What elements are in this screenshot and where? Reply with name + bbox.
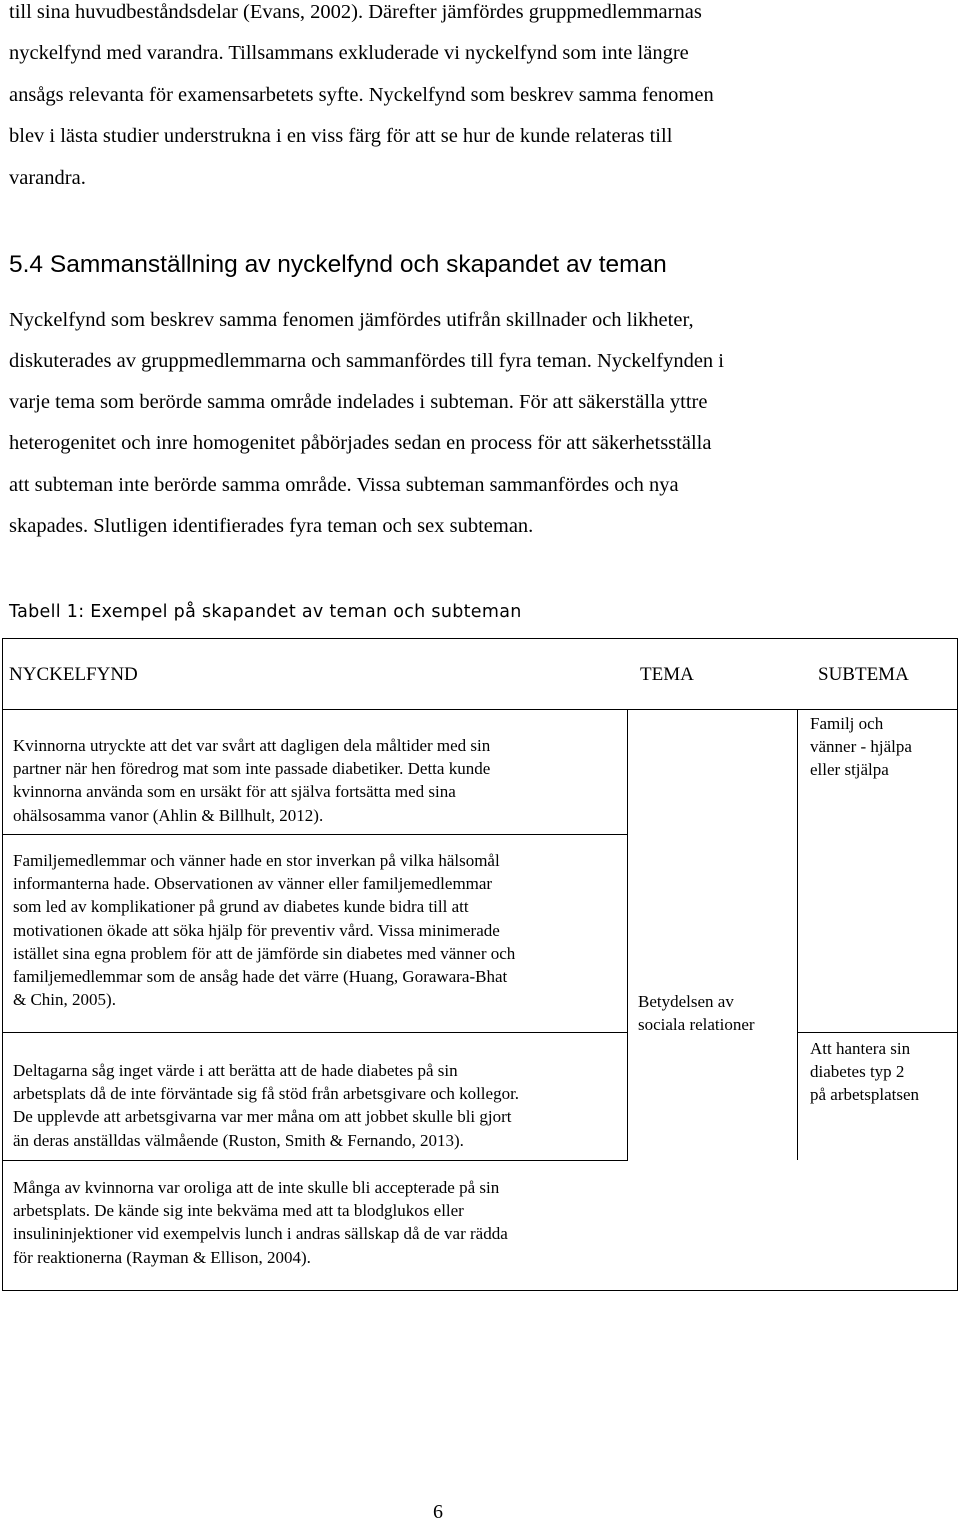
column-divider <box>797 709 798 1160</box>
finding-line: & Chin, 2005). <box>13 990 116 1010</box>
paragraph-line: skapades. Slutligen identifierades fyra teman och sex subteman. <box>9 515 534 537</box>
finding-line: ohälsosamma vanor (Ahlin & Billhult, 2012). <box>13 805 324 825</box>
tema-line: Betydelsen av <box>638 992 734 1011</box>
row-divider <box>2 1160 628 1161</box>
paragraph-line: diskuterades av gruppmedlemmarna och sammanfördes till fyra teman. Nyckelfynden i <box>9 350 724 372</box>
intro-line: ansågs relevanta för examensarbetets syfte. Nyckelfynd som beskrev samma fenomen <box>9 84 714 106</box>
row-divider <box>2 1032 628 1033</box>
intro-line: nyckelfynd med varandra. Tillsammans exkluderade vi nyckelfynd som inte längre <box>9 42 689 64</box>
subtema-line: Att hantera sin <box>810 1039 911 1058</box>
finding-line: än deras anställdas välmående (Ruston, Smith & Fernando, 2013). <box>13 1130 464 1150</box>
row-divider <box>2 834 628 835</box>
subtema-line: diabetes typ 2 <box>810 1062 905 1082</box>
finding-line: kvinnorna använda som en ursäkt för att själva fortsätta med sina <box>13 782 456 802</box>
finding-line: Deltagarna såg inget värde i att berätta att de hade diabetes på sin <box>13 1061 458 1080</box>
finding-line: istället sina egna problem för att de jämförde sin diabetes med vänner och <box>13 943 516 963</box>
section-heading: 5.4 Sammanställning av nyckelfynd och skapandet av teman <box>9 251 667 278</box>
finding-line: De upplevde att arbetsgivarna var mer måna om att jobbet skulle bli gjort <box>13 1107 512 1127</box>
subtema-line: Familj och <box>810 714 884 733</box>
page-number: 6 <box>433 1501 443 1523</box>
subtema-line: eller stjälpa <box>810 760 889 780</box>
header-divider <box>2 709 958 710</box>
paragraph-line: Nyckelfynd som beskrev samma fenomen jämfördes utifrån skillnader och likheter, <box>9 309 694 331</box>
intro-line: blev i lästa studier understrukna i en viss färg för att se hur de kunde relateras till <box>9 125 673 147</box>
header-nyckelfynd: NYCKELFYND <box>9 664 138 685</box>
finding-line: insulininjektioner vid exempelvis lunch i andras sällskap då de var rädda <box>13 1224 508 1244</box>
intro-line: till sina huvudbeståndsdelar (Evans, 2002). Därefter jämfördes gruppmedlemmarnas <box>9 1 702 23</box>
finding-line: Många av kvinnorna var oroliga att de inte skulle bli accepterade på sin <box>13 1178 500 1197</box>
finding-line: som led av komplikationer på grund av diabetes kunde bidra till att <box>13 897 469 917</box>
finding-line: Kvinnorna utryckte att det var svårt att dagligen dela måltider med sin <box>13 736 491 755</box>
tema-cell <box>638 990 755 1036</box>
header-tema: TEMA <box>640 664 694 685</box>
header-subtema: SUBTEMA <box>818 664 909 685</box>
row-divider <box>798 1032 958 1033</box>
finding-line: för reaktionerna (Rayman & Ellison, 2004). <box>13 1247 311 1267</box>
finding-cell <box>13 1176 508 1269</box>
table-caption: Tabell 1: Exempel på skapandet av teman och subteman <box>9 602 522 622</box>
finding-line: informanterna hade. Observationen av vänner eller familjemedlemmar <box>13 874 493 894</box>
subtema-line: vänner - hjälpa <box>810 737 912 757</box>
finding-line: Familjemedlemmar och vänner hade en stor inverkan på vilka hälsomål <box>13 851 500 870</box>
subtema-line: på arbetsplatsen <box>810 1085 920 1105</box>
subtema-cell <box>810 1037 919 1107</box>
paragraph-line: varje tema som berörde samma område indelades i subteman. För att säkerställa yttre <box>9 391 708 413</box>
subtema-cell <box>810 712 912 782</box>
paragraph-line: att subteman inte berörde samma område. Vissa subteman sammanfördes och nya <box>9 474 679 496</box>
intro-line: varandra. <box>9 167 86 189</box>
paragraph-line: heterogenitet och inre homogenitet påbörjades sedan en process för att säkerhetsställa <box>9 432 712 454</box>
finding-line: motivationen ökade att söka hjälp för preventiv vård. Vissa minimerade <box>13 920 500 940</box>
finding-cell <box>13 734 490 827</box>
finding-cell <box>13 1059 519 1152</box>
column-divider <box>627 709 628 1160</box>
finding-line: partner när hen föredrog mat som inte passade diabetiker. Detta kunde <box>13 759 491 779</box>
finding-cell <box>13 849 515 1011</box>
finding-line: arbetsplats då de inte förväntade sig få stöd från arbetsgivare och kollegor. <box>13 1084 520 1104</box>
finding-line: arbetsplats. De kände sig inte bekväma med att ta blodglukos eller <box>13 1201 464 1221</box>
finding-line: familjemedlemmar som de ansåg hade det värre (Huang, Gorawara-Bhat <box>13 967 508 987</box>
tema-line: sociala relationer <box>638 1015 755 1035</box>
